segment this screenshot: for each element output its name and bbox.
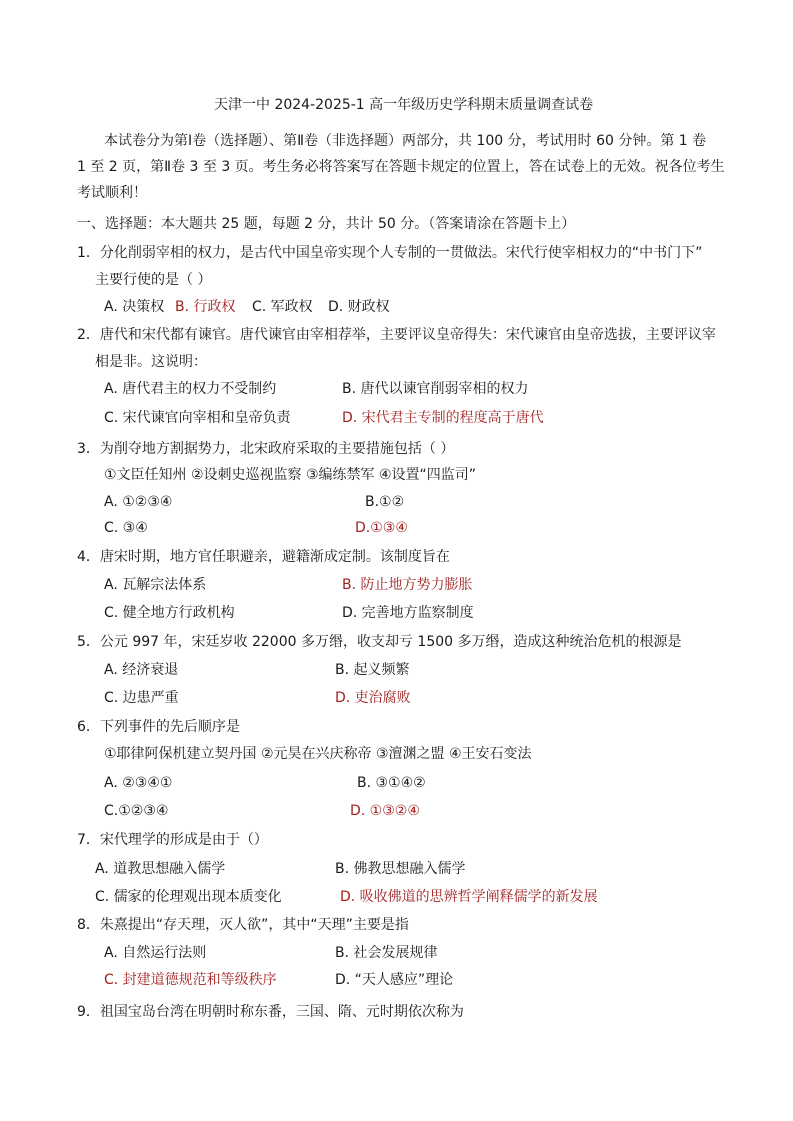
exam-title: 天津一中 2024-2025-1 高一年级历史学科期末质量调查试卷 bbox=[214, 97, 594, 113]
q1-option-c: C. 军政权 bbox=[252, 299, 313, 315]
q8-option-b: B. 社会发展规律 bbox=[335, 945, 438, 961]
q6-option-d: D. ①③②④ bbox=[350, 803, 420, 819]
q3-option-b: B.①② bbox=[365, 494, 405, 510]
q7-option-b: B. 佛教思想融入儒学 bbox=[335, 861, 466, 877]
q8-option-d: D. “天人感应”理论 bbox=[335, 972, 454, 988]
intro-line-3: 考试顺利！ bbox=[77, 185, 147, 201]
section-heading: 一、选择题：本大题共 25 题，每题 2 分，共计 50 分。（答案请涂在答题卡上） bbox=[77, 216, 576, 232]
q5-option-a: A. 经济衰退 bbox=[104, 662, 179, 678]
q3-stem: 3．为削夺地方割据势力，北宋政府采取的主要措施包括（ ） bbox=[77, 441, 455, 457]
q1-option-d: D. 财政权 bbox=[328, 299, 390, 315]
q5-option-c: C. 边患严重 bbox=[104, 690, 179, 706]
q5-option-d: D. 吏治腐败 bbox=[335, 690, 411, 706]
q1-option-b: B. 行政权 bbox=[175, 299, 236, 315]
q9-stem: 9．祖国宝岛台湾在明朝时称东番，三国、隋、元时期依次称为 bbox=[77, 1004, 464, 1020]
q3-option-c: C. ③④ bbox=[104, 520, 148, 536]
q3-option-d: D.①③④ bbox=[355, 520, 408, 536]
q7-option-d: D. 吸收佛道的思辨哲学阐释儒学的新发展 bbox=[340, 889, 598, 905]
q8-option-c: C. 封建道德规范和等级秩序 bbox=[104, 972, 277, 988]
q7-option-a: A. 道教思想融入儒学 bbox=[95, 861, 226, 877]
q6-option-a: A. ②③④① bbox=[104, 775, 173, 791]
q7-stem: 7．宋代理学的形成是由于（） bbox=[77, 832, 268, 848]
q2-stem-1: 2．唐代和宋代都有谏官。唐代谏官由宰相荐举，主要评议皇帝得失：宋代谏官由皇帝选拔，主要评议宰 bbox=[77, 327, 716, 343]
q2-option-b: B. 唐代以谏官削弱宰相的权力 bbox=[342, 381, 529, 397]
q4-option-a: A. 瓦解宗法体系 bbox=[104, 577, 207, 593]
q6-option-c: C.①②③④ bbox=[104, 803, 169, 819]
q4-option-d: D. 完善地方监察制度 bbox=[342, 605, 474, 621]
q2-option-c: C. 宋代谏官向宰相和皇帝负责 bbox=[104, 410, 291, 426]
q1-stem-2: 主要行使的是（ ） bbox=[95, 272, 212, 288]
q2-option-d: D. 宋代君主专制的程度高于唐代 bbox=[342, 410, 544, 426]
q5-option-b: B. 起义频繁 bbox=[335, 662, 410, 678]
q4-option-c: C. 健全地方行政机构 bbox=[104, 605, 235, 621]
q7-option-c: C. 儒家的伦理观出现本质变化 bbox=[95, 889, 282, 905]
q8-stem: 8．朱熹提出“存天理，灭人欲”，其中“天理”主要是指 bbox=[77, 917, 409, 933]
q5-stem: 5．公元 997 年，宋廷岁收 22000 多万缗，收支却亏 1500 多万缗，造成这种统治危机的根源是 bbox=[77, 634, 682, 650]
q2-stem-2: 相是非。这说明： bbox=[95, 354, 207, 370]
q6-option-b: B. ③①④② bbox=[357, 775, 426, 791]
q6-stem: 6．下列事件的先后顺序是 bbox=[77, 719, 240, 735]
q4-stem: 4．唐宋时期，地方官任职避亲，避籍渐成定制。该制度旨在 bbox=[77, 549, 450, 565]
intro-line-1: 本试卷分为第Ⅰ卷（选择题）、第Ⅱ卷（非选择题）两部分，共 100 分，考试用时 60 分钟。第 1 卷 bbox=[104, 133, 707, 149]
q6-items: ①耶律阿保机建立契丹国 ②元昊在兴庆称帝 ③澶渊之盟 ④王安石变法 bbox=[104, 746, 532, 762]
q1-option-a: A. 决策权 bbox=[104, 299, 165, 315]
intro-line-2: 1 至 2 页，第Ⅱ卷 3 至 3 页。考生务必将答案写在答题卡规定的位置上，答在试卷上的无效。祝各位考生 bbox=[77, 159, 725, 175]
q8-option-a: A. 自然运行法则 bbox=[104, 945, 207, 961]
q3-items: ①文臣任知州 ②设刺史巡视监察 ③编练禁军 ④设置“四监司” bbox=[104, 467, 477, 483]
q1-stem-1: 1．分化削弱宰相的权力，是古代中国皇帝实现个人专制的一贯做法。宋代行使宰相权力的“中书门下” bbox=[77, 245, 703, 261]
q2-option-a: A. 唐代君主的权力不受制约 bbox=[104, 381, 277, 397]
q3-option-a: A. ①②③④ bbox=[104, 494, 173, 510]
q4-option-b: B. 防止地方势力膨胀 bbox=[342, 577, 473, 593]
